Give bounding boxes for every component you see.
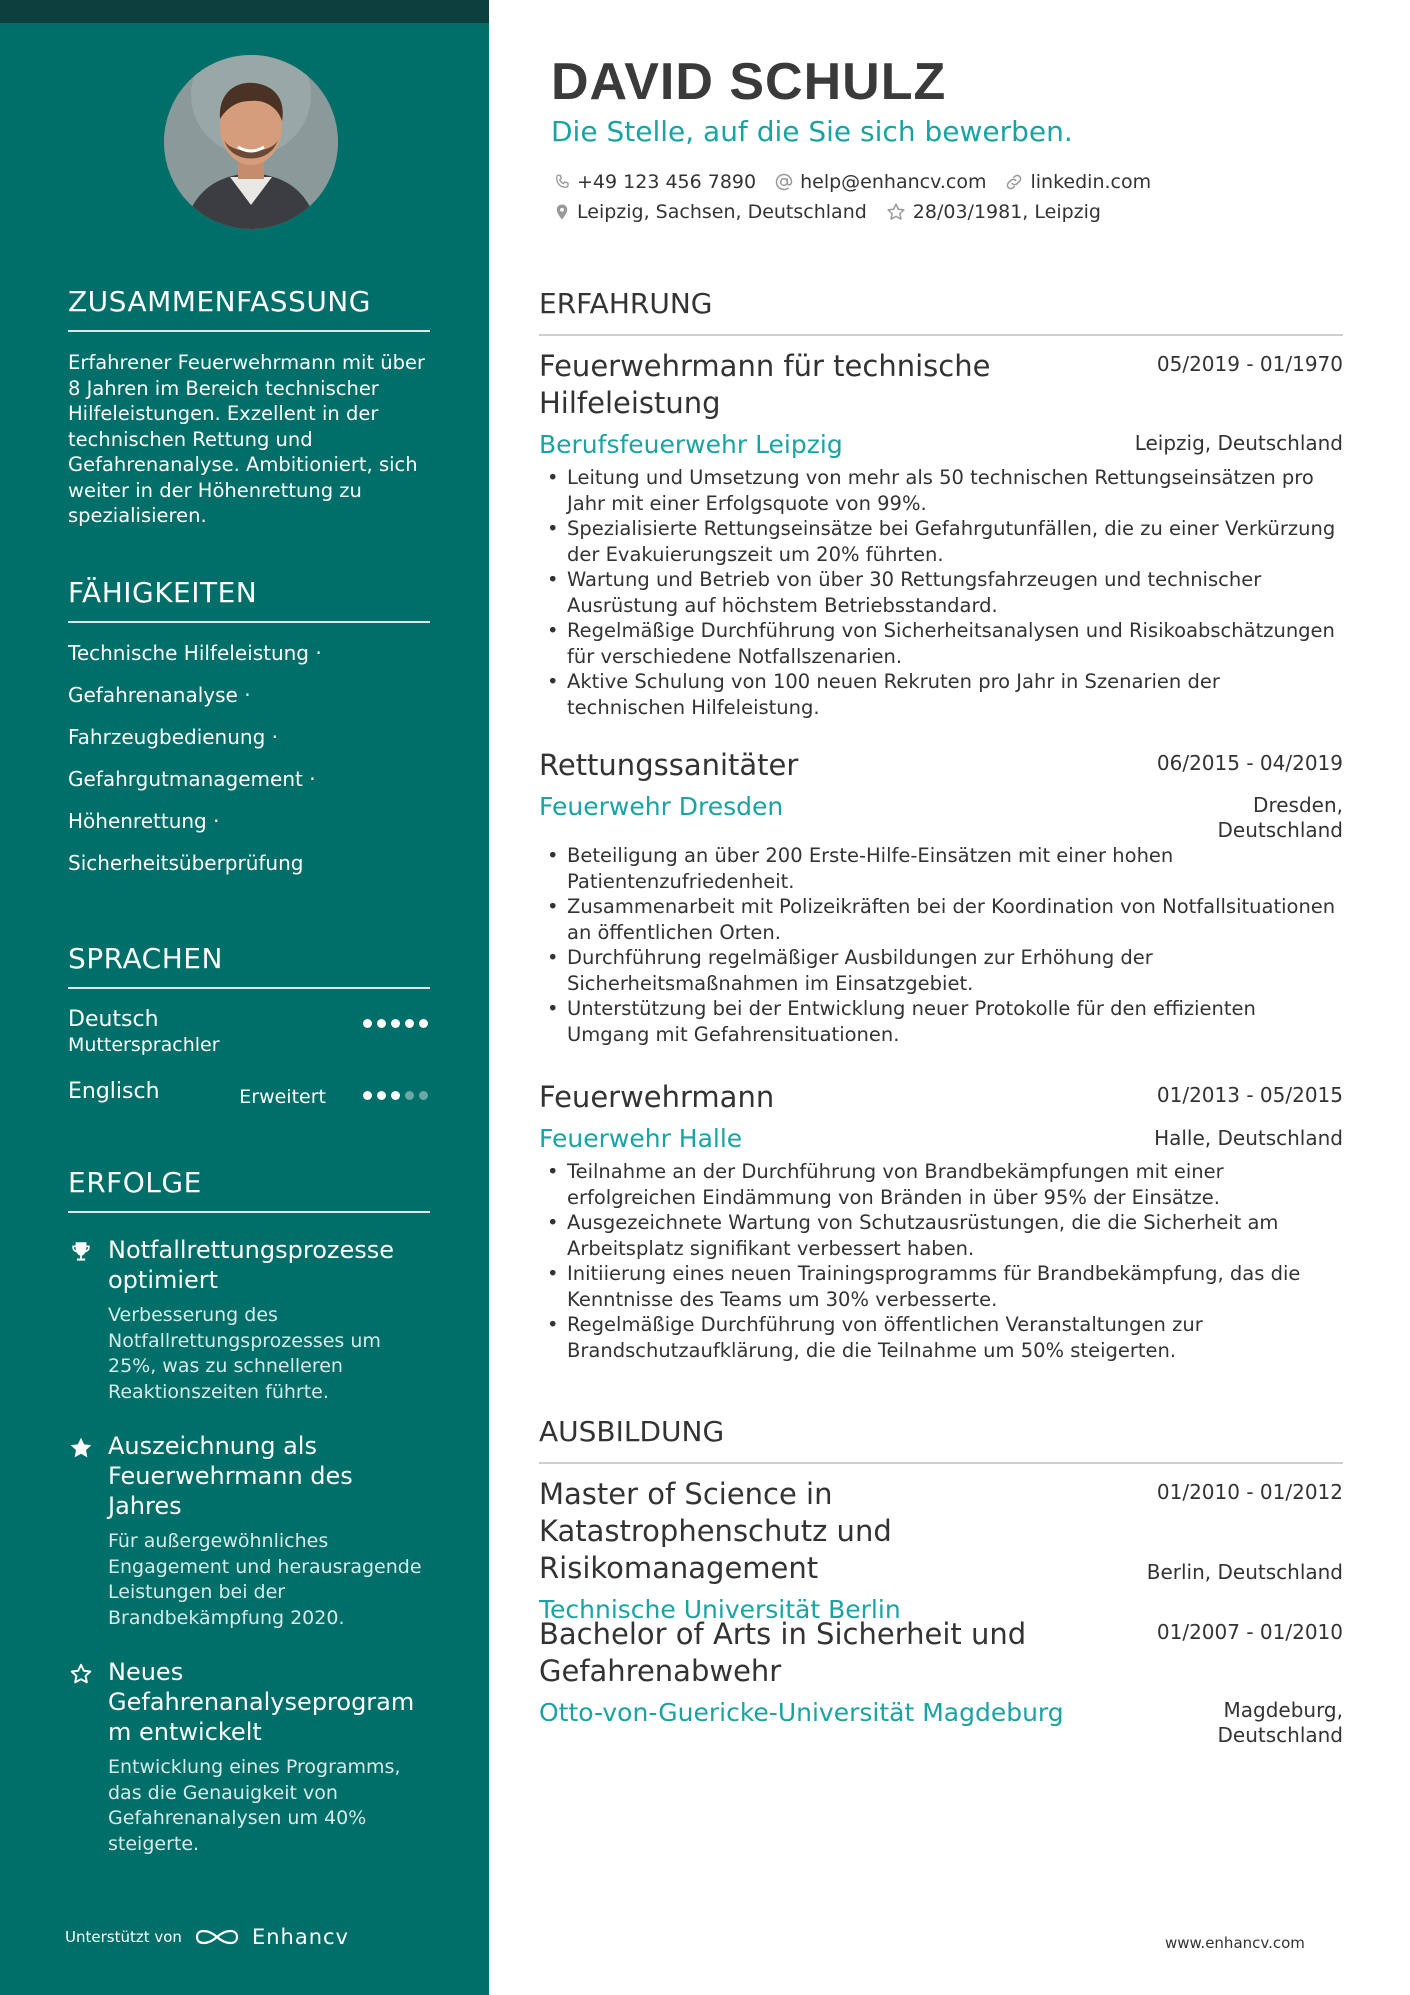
job-bullet: • Durchführung regelmäßiger Ausbildungen zur Erhöhung der Sicherheitsmaßnahmen im Einsatzgebiet.: [539, 945, 1343, 996]
avatar-photo: [164, 55, 338, 229]
language-name: Englisch: [68, 1079, 160, 1104]
language-name: Deutsch: [68, 1007, 159, 1032]
job-company: Berufsfeuerwehr Leipzig: [539, 430, 843, 459]
birth-text: 28/03/1981, Leipzig: [912, 201, 1101, 223]
rating-dot: [419, 1019, 428, 1028]
job-location-line: Dresden,: [1253, 793, 1343, 817]
skill-item: Fahrzeugbedienung ·: [68, 725, 278, 749]
link-text: linkedin.com: [1030, 171, 1152, 193]
candidate-name: DAVID SCHULZ: [551, 53, 947, 111]
languages-heading: SPRACHEN: [68, 942, 430, 989]
phone-item: [553, 171, 756, 193]
star-filled-icon: [68, 1435, 94, 1461]
job-bullets: [539, 465, 1343, 720]
education-location-line: Deutschland: [1217, 1723, 1343, 1747]
phone-text: +49 123 456 7890: [577, 171, 757, 193]
contact-row-1: [553, 171, 1169, 193]
languages-section: [68, 942, 430, 1135]
achievement-item: [68, 1235, 430, 1405]
phone-icon: [553, 173, 571, 191]
education-dates: 01/2007 - 01/2010: [1156, 1620, 1343, 1644]
location-item: [553, 201, 867, 223]
language-rating: [363, 1091, 428, 1100]
achievement-desc: Verbesserung des Notfallrettungsprozesses um 25%, was zu schnelleren Reaktionszeiten führte.: [108, 1304, 381, 1403]
brand-name: Enhancv: [251, 1925, 349, 1949]
location-text: Leipzig, Sachsen, Deutschland: [577, 201, 867, 223]
rating-dot: [405, 1019, 414, 1028]
position-title: Die Stelle, auf die Sie sich bewerben.: [551, 115, 1073, 148]
achievement-item: [68, 1657, 430, 1857]
achievement-desc: Für außergewöhnliches Engagement und herausragende Leistungen bei der Brandbekämpfung 2020.: [108, 1530, 422, 1629]
email-item[interactable]: [774, 171, 986, 193]
job-title: Rettungssanitäter: [539, 748, 799, 782]
job-bullet: • Initiierung eines neuen Trainingsprogramms für Brandbekämpfung, das die Kenntnisse des Teams um 30% verbesserte.: [539, 1261, 1343, 1312]
skill-item: Gefahrenanalyse ·: [68, 683, 251, 707]
job-bullet: • Aktive Schulung von 100 neuen Rekruten pro Jahr in Szenarien der technischen Hilfeleistung.: [539, 669, 1343, 720]
summary-heading: ZUSAMMENFASSUNG: [68, 285, 430, 332]
job-bullet: • Spezialisierte Rettungseinsätze bei Gefahrgutunfällen, die zu einer Verkürzung der Evakuierungszeit um 20% führten.: [539, 516, 1343, 567]
job-title: Feuerwehrmann: [539, 1080, 775, 1114]
experience-heading: ERFAHRUNG: [539, 287, 1343, 336]
rating-dot: [419, 1091, 428, 1100]
summary-text: Erfahrener Feuerwehrmann mit über 8 Jahren im Bereich technischer Hilfeleistungen. Exzellent in der technischen Rettung und Gefahrenanalyse. Ambitioniert, sich weiter in der Höhenrettung zu spezialisieren.: [68, 351, 426, 527]
rating-dot: [405, 1091, 414, 1100]
skill-item: Gefahrgutmanagement ·: [68, 767, 316, 791]
contact-row-2: [553, 201, 1119, 223]
skills-section: [68, 576, 430, 893]
achievement-title: Neues Gefahrenanalyseprogram m entwickelt: [108, 1658, 415, 1746]
achievements-section: [68, 1166, 430, 1883]
rating-dot: [363, 1019, 372, 1028]
language-rating: [363, 1019, 428, 1028]
education-location: [1218, 1698, 1344, 1748]
job-bullet: • Unterstützung bei der Entwicklung neuer Protokolle für den effizienten Umgang mit Gefahrensituationen.: [539, 996, 1343, 1047]
sidebar: [0, 0, 489, 1995]
job-title: Feuerwehrmann für technische Hilfeleistung: [539, 349, 991, 420]
job-bullet: • Ausgezeichnete Wartung von Schutzausrüstungen, die die Sicherheit am Arbeitsplatz signifikant verbessert haben.: [539, 1210, 1343, 1261]
job-item: [539, 348, 1343, 720]
job-bullets: [539, 1159, 1343, 1363]
summary-section: [68, 285, 430, 529]
education-heading: AUSBILDUNG: [539, 1415, 1343, 1464]
enhancv-logo-icon: [194, 1925, 240, 1949]
education-location-line: Magdeburg,: [1223, 1698, 1343, 1722]
job-location: Leipzig, Deutschland: [1134, 431, 1343, 455]
location-pin-icon: [553, 202, 571, 222]
star-outline-icon: [68, 1661, 94, 1687]
job-bullet: • Teilnahme an der Durchführung von Brandbekämpfungen mit einer erfolgreichen Eindämmung von Bränden in über 95% der Einsätze.: [539, 1159, 1343, 1210]
rating-dot: [377, 1019, 386, 1028]
degree-title: Master of Science in Katastrophenschutz und Risikomanagement: [539, 1477, 892, 1585]
sidebar-top-bar: [0, 0, 489, 23]
skills-heading: FÄHIGKEITEN: [68, 576, 430, 623]
email-text: help@enhancv.com: [800, 171, 987, 193]
skill-item: Höhenrettung ·: [68, 809, 220, 833]
link-item[interactable]: [1004, 171, 1151, 193]
rating-dot: [377, 1091, 386, 1100]
powered-by: [65, 1925, 349, 1949]
achievements-heading: ERFOLGE: [68, 1166, 430, 1213]
achievement-title: Auszeichnung als Feuerwehrmann des Jahres: [108, 1432, 353, 1520]
star-outline-icon: [885, 201, 907, 223]
job-item: [539, 1079, 1343, 1363]
job-company: Feuerwehr Halle: [539, 1124, 743, 1153]
skill-item: Technische Hilfeleistung ·: [68, 641, 322, 665]
powered-by-label: Unterstützt von: [65, 1928, 182, 1946]
language-level: Erweitert: [239, 1086, 326, 1108]
trophy-icon: [68, 1239, 94, 1265]
school-name: Otto-von-Guericke-Universität Magdeburg: [539, 1698, 1064, 1727]
job-dates: 05/2019 - 01/1970: [1156, 352, 1343, 376]
language-row-englisch: [68, 1079, 430, 1135]
job-location-line: Deutschland: [1217, 818, 1343, 842]
link-icon: [1004, 172, 1024, 192]
avatar: [164, 55, 338, 229]
job-bullet: • Beteiligung an über 200 Erste-Hilfe-Einsätzen mit einer hohen Patientenzufriedenheit.: [539, 843, 1343, 894]
job-bullet: • Zusammenarbeit mit Polizeikräften bei der Koordination von Notfallsituationen an öffentlichen Orten.: [539, 894, 1343, 945]
job-item: [539, 747, 1343, 1047]
job-bullet: • Regelmäßige Durchführung von öffentlichen Veranstaltungen zur Brandschutzaufklärung, die die Teilnahme um 50% steigerten.: [539, 1312, 1343, 1363]
rating-dot: [363, 1091, 372, 1100]
achievement-desc: Entwicklung eines Programms, das die Genauigkeit von Gefahrenanalysen um 40% steigerte.: [108, 1756, 401, 1855]
school-name: Technische Universität Berlin: [539, 1595, 901, 1624]
footer-url[interactable]: www.enhancv.com: [1165, 1934, 1305, 1952]
rating-dot: [391, 1019, 400, 1028]
rating-dot: [391, 1091, 400, 1100]
education-item: [539, 1476, 1343, 1624]
language-level: Muttersprachler: [68, 1034, 220, 1056]
language-row-deutsch: [68, 1007, 430, 1079]
education-dates: 01/2010 - 01/2012: [1156, 1480, 1343, 1504]
job-bullets: [539, 843, 1343, 1047]
achievement-item: [68, 1431, 430, 1631]
skill-item: Sicherheitsüberprüfung: [68, 851, 304, 875]
job-company: Feuerwehr Dresden: [539, 792, 784, 821]
job-bullet: • Regelmäßige Durchführung von Sicherheitsanalysen und Risikoabschätzungen für verschiedene Notfallszenarien.: [539, 618, 1343, 669]
job-dates: 01/2013 - 05/2015: [1156, 1083, 1343, 1107]
achievement-title: Notfallrettungsprozesse optimiert: [108, 1236, 395, 1294]
education-location: Berlin, Deutschland: [1146, 1560, 1343, 1584]
education-item: [539, 1616, 1343, 1747]
job-dates: 06/2015 - 04/2019: [1156, 751, 1343, 775]
at-icon: [774, 172, 794, 192]
job-location: [1218, 793, 1344, 843]
job-bullet: • Wartung und Betrieb von über 30 Rettungsfahrzeugen und technischer Ausrüstung auf höchstem Betriebsstandard.: [539, 567, 1343, 618]
job-location: Halle, Deutschland: [1154, 1126, 1343, 1150]
birth-item: [885, 201, 1101, 223]
job-bullet: • Leitung und Umsetzung von mehr als 50 technischen Rettungseinsätzen pro Jahr mit einer Erfolgsquote von 99%.: [539, 465, 1343, 516]
degree-title: Bachelor of Arts in Sicherheit und Gefahrenabwehr: [539, 1617, 1027, 1688]
